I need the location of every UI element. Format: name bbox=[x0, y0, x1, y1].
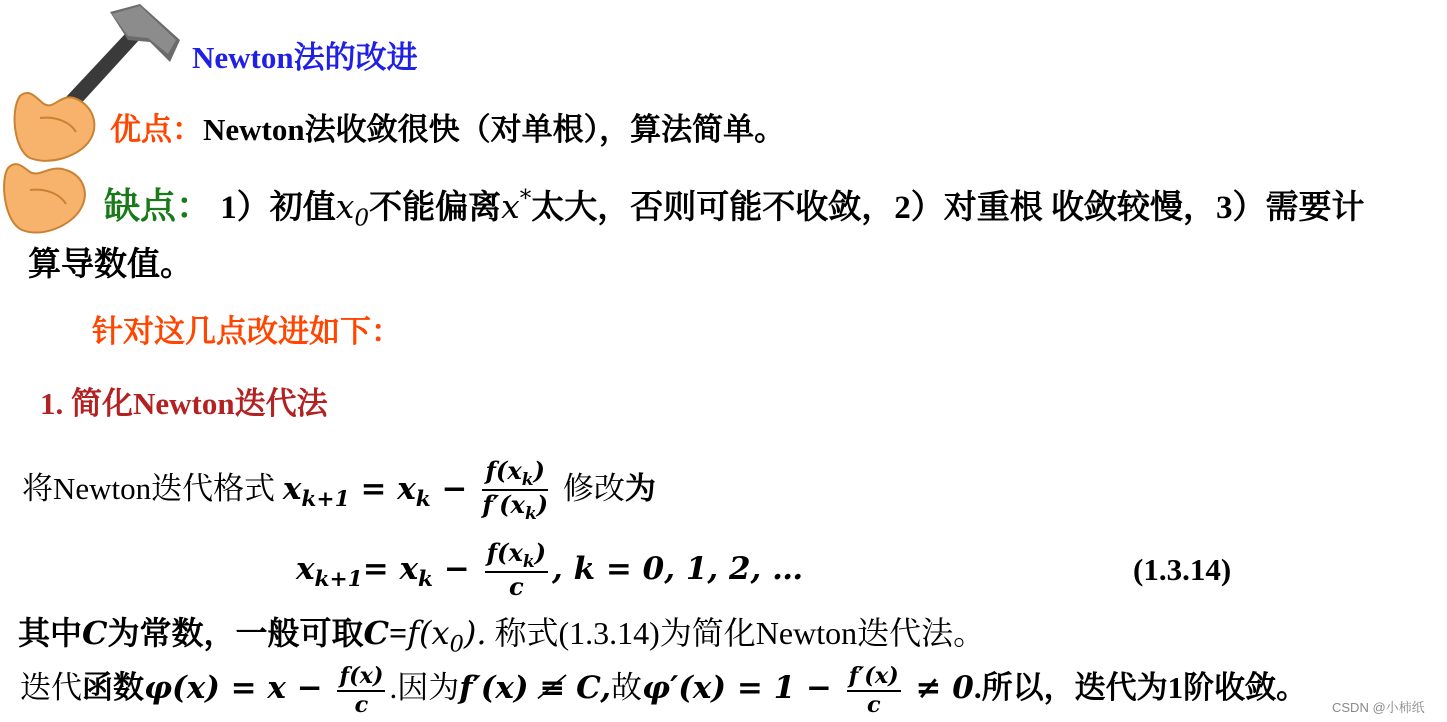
rhs-x: x bbox=[397, 470, 416, 507]
watermark: CSDN @小柿纸 bbox=[1332, 700, 1425, 715]
disadvantages-line2: 算导数值。 bbox=[28, 247, 193, 283]
phi-derivative-fraction: $\frac{f'(x)}{c}$ bbox=[848, 663, 899, 718]
x0-base: x bbox=[335, 187, 355, 226]
constant-c: C bbox=[82, 614, 108, 652]
derivative-condition: f′(x) ≢ C, bbox=[459, 670, 612, 706]
lhs-sub: k+1 bbox=[314, 567, 363, 593]
definition-tail: 称式(1.3.14)为简化Newton迭代法。 bbox=[486, 615, 986, 651]
advantages-line bbox=[110, 104, 785, 149]
disadvantages-part2: 不能偏离 bbox=[369, 190, 502, 226]
advantages-text: Newton法收敛很快（对单根），算法简单。 bbox=[203, 112, 786, 147]
xstar-symbol bbox=[501, 187, 531, 226]
denominator: c bbox=[508, 572, 524, 602]
line1-prefix: 将Newton迭代格式 bbox=[22, 470, 276, 506]
x0-symbol bbox=[335, 187, 370, 232]
disadvantages-label: 缺点： bbox=[104, 186, 213, 226]
line1-suffix: 修改 bbox=[562, 470, 625, 506]
fraction bbox=[485, 540, 548, 601]
lhs-sub: k+1 bbox=[301, 487, 350, 513]
numerator: $f(x_k)$ bbox=[485, 540, 548, 573]
disadvantages-part3: 太大，否则可能不收敛，2）对重根 收敛较慢，3）需要计 bbox=[531, 190, 1365, 226]
convergence-line: 迭代函数φ(x) = x − $\frac{f(x)}{c}$ .因为f′(x) ≢ C,故φ′(x) = 1 − $\frac{f'(x)}{c}$ ≠ 0.所以，迭代为1阶收敛。 bbox=[20, 663, 1308, 718]
xstar-superscript: * bbox=[519, 186, 532, 212]
rhs-x: x bbox=[399, 551, 419, 588]
k-range: , k = 0, 1, 2, … bbox=[552, 551, 804, 588]
simplified-newton-formula bbox=[296, 540, 803, 601]
xstar-base: x bbox=[501, 187, 520, 226]
slide-heading: Newton法的改进 bbox=[192, 40, 418, 75]
not-zero: ≠ 0 bbox=[904, 670, 974, 706]
advantages-label: 优点： bbox=[110, 112, 203, 147]
numerator: $f(x_k)$ bbox=[482, 458, 548, 491]
f-x0: $f(x_0)$. bbox=[407, 614, 487, 658]
line1-suffix-bold: 为 bbox=[624, 470, 656, 506]
disadvantages-part1: 1）初值 bbox=[220, 190, 336, 226]
lhs-x: x bbox=[296, 551, 315, 588]
equation-number: (1.3.14) bbox=[1133, 552, 1232, 587]
section-title: 1. 简化Newton迭代法 bbox=[40, 386, 328, 421]
formula-line-1 bbox=[22, 458, 656, 523]
phi-derivative: φ′(x) = 1 − bbox=[642, 670, 843, 706]
fraction bbox=[482, 458, 548, 523]
minus: − bbox=[433, 551, 481, 588]
conclusion: .所以，迭代为1阶收敛。 bbox=[973, 670, 1308, 705]
lhs-x: x bbox=[282, 470, 302, 507]
equals: = bbox=[349, 470, 398, 507]
phi-fraction: $\frac{f(x)}{c}$ bbox=[339, 663, 384, 718]
improvement-intro: 针对这几点改进如下： bbox=[92, 314, 402, 349]
minus: − bbox=[430, 470, 479, 507]
newton-iteration-formula bbox=[282, 456, 563, 524]
denominator: $f'(x_k)$ bbox=[482, 490, 549, 524]
rhs-sub: k bbox=[415, 487, 431, 513]
disadvantages-line bbox=[104, 178, 1365, 232]
constant-c-2: C bbox=[363, 614, 389, 652]
phi-function: φ(x) = x − bbox=[144, 670, 334, 706]
rhs-sub: k bbox=[418, 567, 434, 593]
x0-subscript: 0 bbox=[354, 205, 370, 232]
definition-line: 其中C为常数，一般可取$C=f(x_0)$. 称式(1.3.14)为简化Newton迭代法。 bbox=[18, 614, 986, 658]
equals: = bbox=[362, 551, 400, 588]
